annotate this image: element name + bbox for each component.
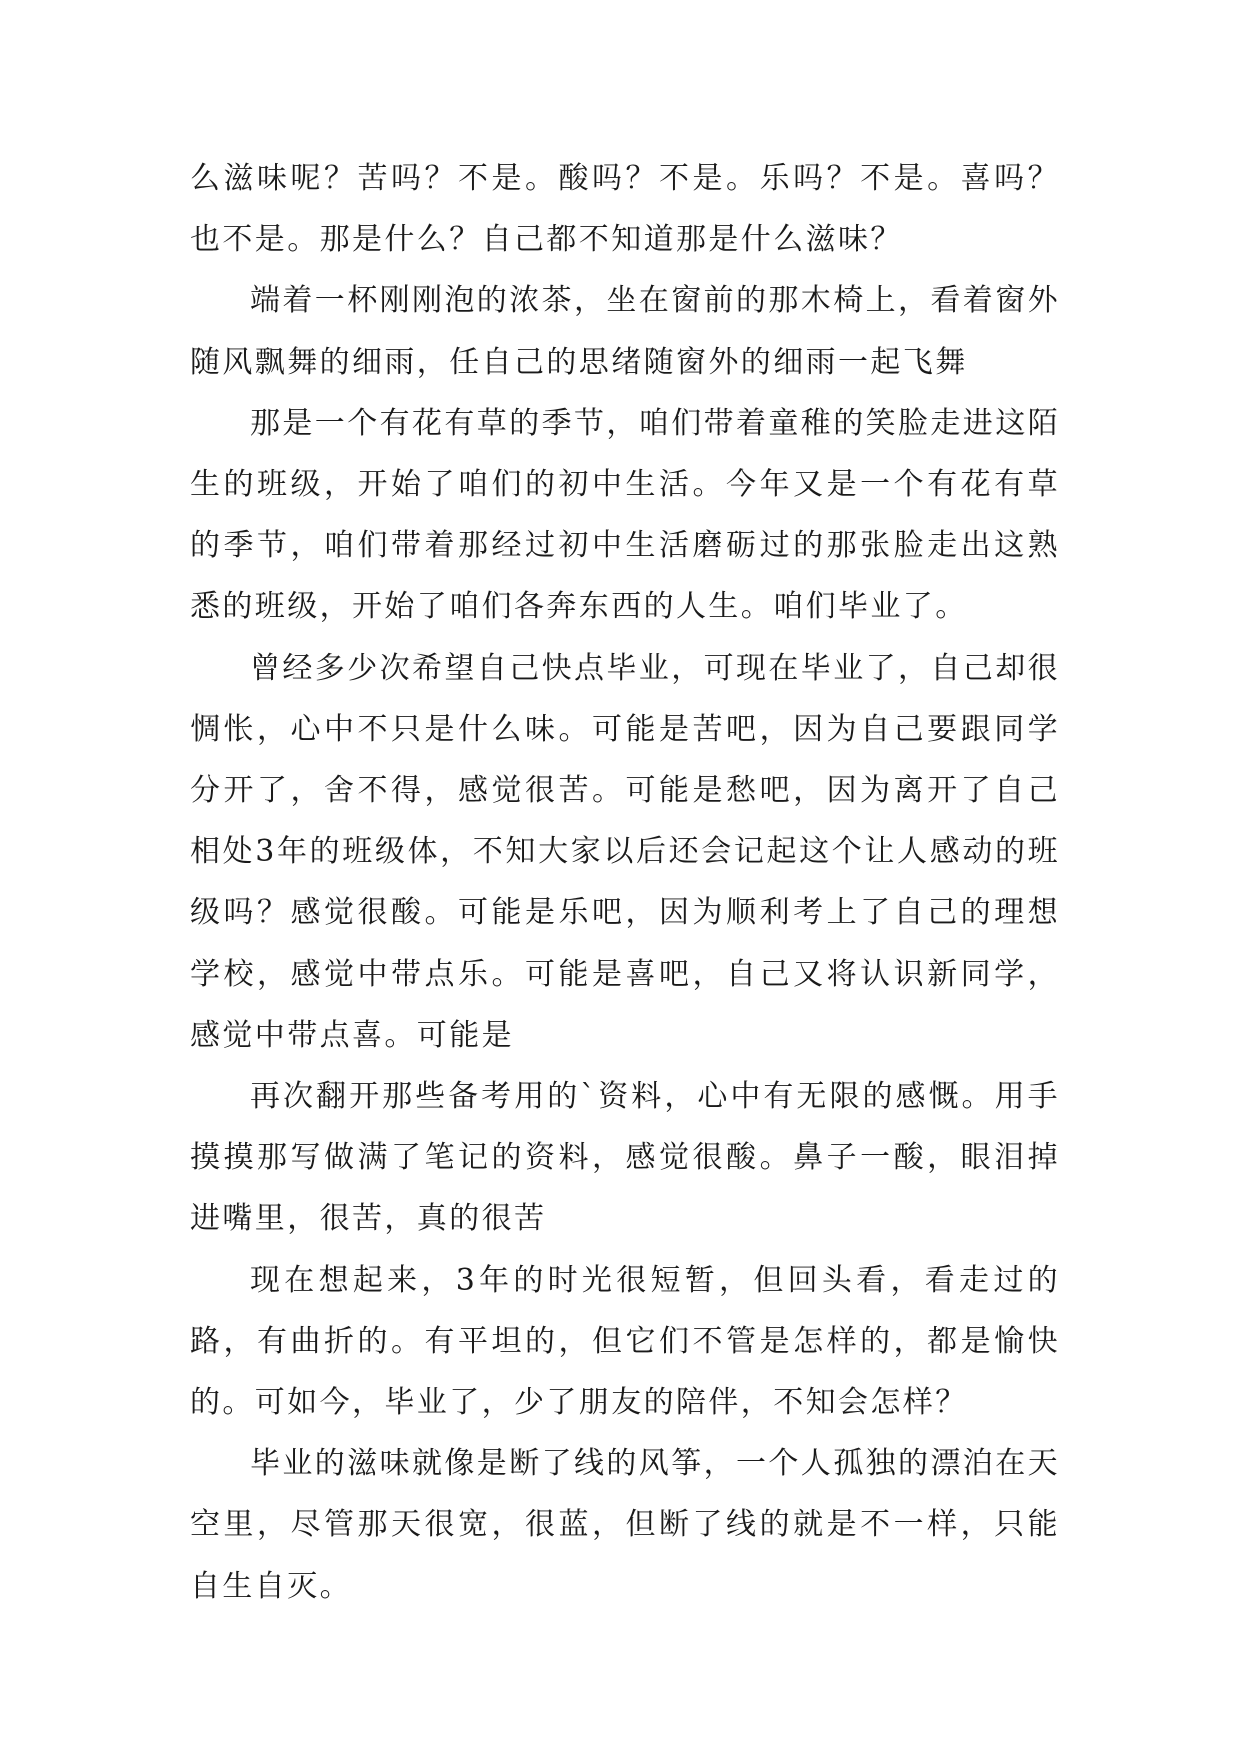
paragraph-1: 么滋味呢？苦吗？不是。酸吗？不是。乐吗？不是。喜吗？也不是。那是什么？自己都不知道那是什么滋味？ [190, 161, 1060, 258]
essay-body [190, 148, 1060, 1617]
paragraph-7: 毕业的滋味就像是断了线的风筝，一个人孤独的漂泊在天空里，尽管那天很宽，很蓝，但断了线的就是不一样，只能自生自灭。 [190, 1446, 1060, 1604]
paragraph-5: 再次翻开那些备考用的`资料，心中有无限的感慨。用手摸摸那写做满了笔记的资料，感觉很酸。鼻子一酸，眼泪掉进嘴里，很苦，真的很苦 [190, 1079, 1060, 1237]
paragraph-4: 曾经多少次希望自己快点毕业，可现在毕业了，自己却很惆怅，心中不只是什么味。可能是苦吧，因为自己要跟同学分开了，舍不得，感觉很苦。可能是愁吧，因为离开了自己相处3年的班级体，不知大家以后还会记起这个让人感动的班级吗？感觉很酸。可能是乐吧，因为顺利考上了自己的理想学校，感觉中带点乐。可能是喜吧，自己又将认识新同学，感觉中带点喜。可能是 [190, 650, 1060, 1053]
paragraph-6: 现在想起来，3年的时光很短暂，但回头看，看走过的路，有曲折的。有平坦的，但它们不管是怎样的，都是愉快的。可如今，毕业了，少了朋友的陪伴，不知会怎样？ [190, 1262, 1060, 1421]
paragraph-3: 那是一个有花有草的季节，咱们带着童稚的笑脸走进这陌生的班级，开始了咱们的初中生活。今年又是一个有花有草的季节，咱们带着那经过初中生活磨砺过的那张脸走出这熟悉的班级，开始了咱们各奔东西的人生。咱们毕业了。 [190, 405, 1060, 625]
paragraph-2: 端着一杯刚刚泡的浓茶，坐在窗前的那木椅上，看着窗外随风飘舞的细雨，任自己的思绪随窗外的细雨一起飞舞 [190, 283, 1060, 380]
